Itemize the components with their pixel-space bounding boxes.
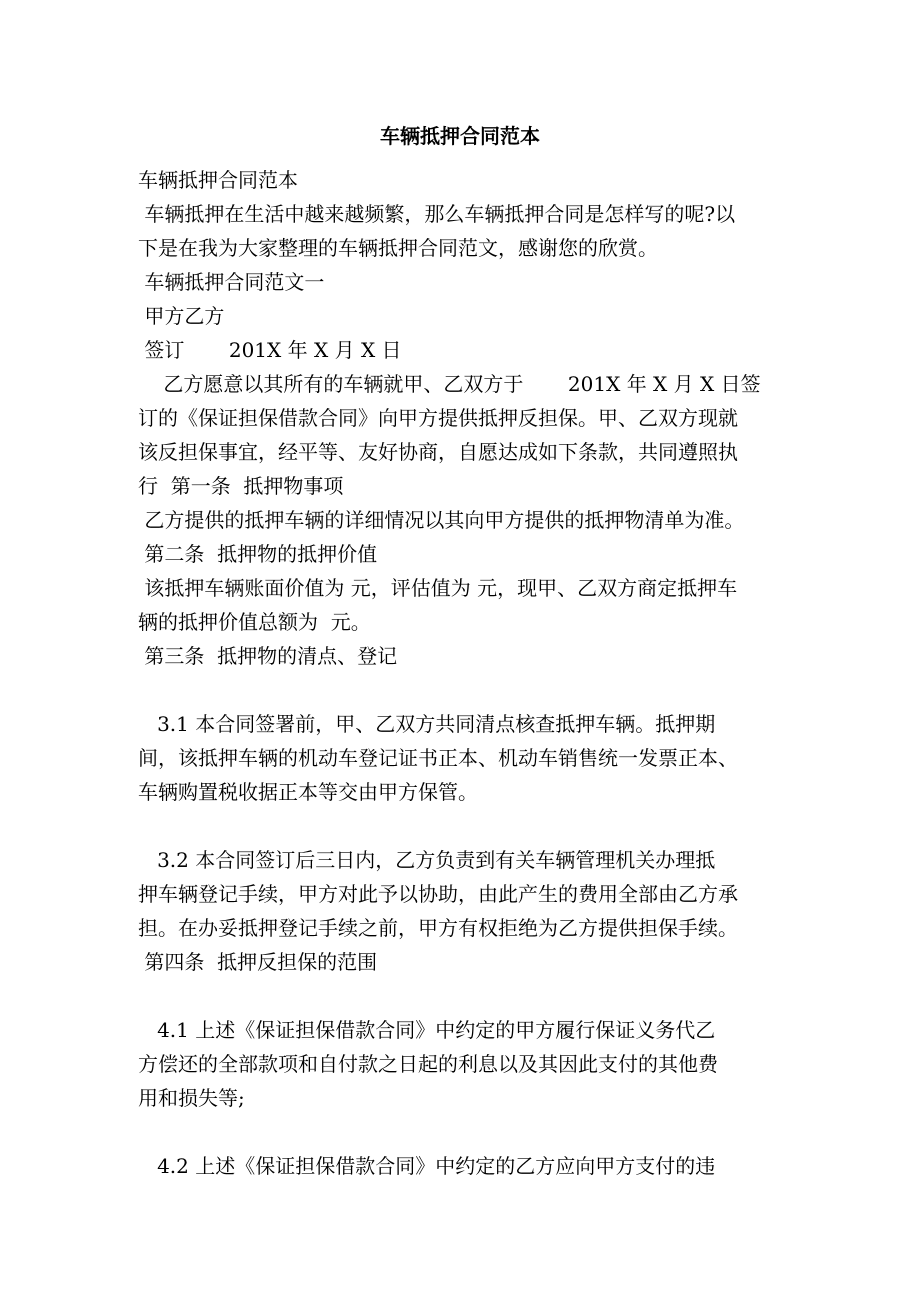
text-line: 该抵押车辆账面价值为 元，评估值为 元，现甲、乙双方商定抵押车 [138,576,738,600]
document-title: 车辆抵押合同范本 [380,124,540,148]
text-line: 甲方乙方 [138,304,225,328]
text-line: 车辆购置税收据正本等交由甲方保管。 [138,780,478,804]
text-line: 订的《保证担保借款合同》向甲方提供抵押反担保。甲、乙双方现就 [138,406,738,430]
text-line: 3.2 本合同签订后三日内，乙方负责到有关车辆管理机关办理抵 [138,848,716,872]
text-line: 车辆抵押合同范文一 [138,270,325,294]
text-line: 3.1 本合同签署前，甲、乙双方共同清点核查抵押车辆。抵押期 [138,712,716,736]
text-line: 行 第一条 抵押物事项 [138,474,344,498]
text-line: 签订 201X 年 X 月 X 日 [138,338,402,362]
text-line: 第四条 抵押反担保的范围 [138,950,378,974]
text-line: 下是在我为大家整理的车辆抵押合同范文，感谢您的欣赏。 [138,236,658,260]
text-line: 乙方提供的抵押车辆的详细情况以其向甲方提供的抵押物清单为准。 [138,508,745,532]
text-line: 第二条 抵押物的抵押价值 [138,542,378,566]
text-line: 用和损失等; [138,1086,245,1110]
text-line: 4.1 上述《保证担保借款合同》中约定的甲方履行保证义务代乙 [138,1018,716,1042]
text-line: 车辆抵押在生活中越来越频繁，那么车辆抵押合同是怎样写的呢?以 [138,202,736,226]
text-line: 车辆抵押合同范本 [138,168,298,192]
text-line: 该反担保事宜，经平等、友好协商，自愿达成如下条款，共同遵照执 [138,440,738,464]
text-line: 担。在办妥抵押登记手续之前，甲方有权拒绝为乙方提供担保手续。 [138,916,738,940]
text-line: 乙方愿意以其所有的车辆就甲、乙双方于 201X 年 X 月 X 日签 [138,372,761,396]
text-line: 间，该抵押车辆的机动车登记证书正本、机动车销售统一发票正本、 [138,746,738,770]
text-line: 方偿还的全部款项和自付款之日起的利息以及其因此支付的其他费 [138,1052,718,1076]
text-line: 辆的抵押价值总额为 元。 [138,610,371,634]
text-line: 第三条 抵押物的清点、登记 [138,644,398,668]
text-line: 押车辆登记手续，甲方对此予以协助，由此产生的费用全部由乙方承 [138,882,738,906]
text-line: 4.2 上述《保证担保借款合同》中约定的乙方应向甲方支付的违 [138,1154,716,1178]
